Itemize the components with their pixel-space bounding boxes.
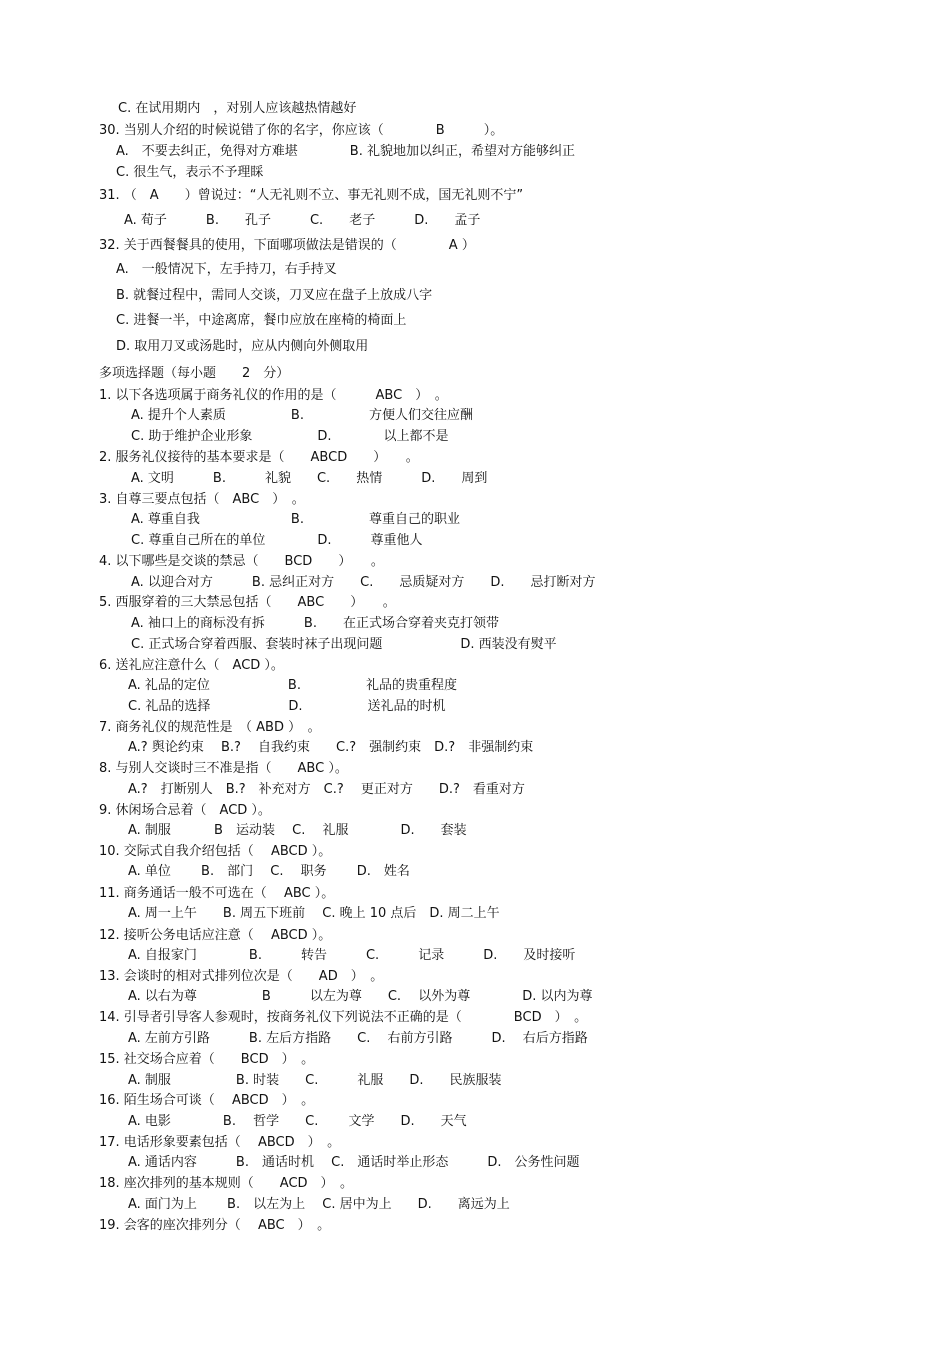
option-line: A. 制服 B 运动装 C. 礼服 D. 套装 bbox=[128, 823, 467, 838]
question-line: 7. 商务礼仪的规范性是 （ ABD ） 。 bbox=[99, 720, 321, 735]
option-line: A. 礼品的定位 B. 礼品的贵重程度 bbox=[128, 678, 457, 693]
option-line: A. 文明 B. 礼貌 C. 热情 D. 周到 bbox=[131, 471, 488, 486]
question-line: 31. （ A ）曾说过：“人无礼则不立、事无礼则不成，国无礼则不宁” bbox=[99, 188, 524, 203]
option-line: A. 一般情况下，左手持刀，右手持叉 bbox=[116, 262, 337, 277]
text-line: C. 在试用期内 ，对别人应该越热情越好 bbox=[118, 101, 357, 116]
option-line: A. 周一上午 B. 周五下班前 C. 晚上 10 点后 D. 周二上午 bbox=[128, 906, 500, 921]
option-line: C. 礼品的选择 D. 送礼品的时机 bbox=[128, 699, 446, 714]
option-line: A. 单位 B. 部门 C. 职务 D. 姓名 bbox=[128, 864, 410, 879]
option-line: A. 通话内容 B. 通话时机 C. 通话时举止形态 D. 公务性问题 bbox=[128, 1155, 580, 1170]
question-line: 3. 自尊三要点包括（ ABC ） 。 bbox=[99, 492, 305, 507]
question-line: 14. 引导者引导客人参观时，按商务礼仪下列说法不正确的是（ BCD ） 。 bbox=[99, 1010, 588, 1025]
question-line: 6. 送礼应注意什么（ ACD ）。 bbox=[99, 658, 284, 673]
option-line: A. 以右为尊 B 以左为尊 C. 以外为尊 D. 以内为尊 bbox=[128, 989, 593, 1004]
question-line: 1. 以下各选项属于商务礼仪的作用的是（ ABC ） 。 bbox=[99, 388, 448, 403]
question-line: 18. 座次排列的基本规则（ ACD ） 。 bbox=[99, 1176, 354, 1191]
question-line: 19. 会客的座次排列分（ ABC ） 。 bbox=[99, 1218, 331, 1233]
option-line: C. 正式场合穿着西服、套装时袜子出现问题 D. 西装没有熨平 bbox=[131, 637, 557, 652]
option-line: A.? 舆论约束 B.? 自我约束 C.? 强制约束 D.? 非强制约束 bbox=[128, 740, 534, 755]
option-line: A. 提升个人素质 B. 方便人们交往应酬 bbox=[131, 408, 473, 423]
question-line: 17. 电话形象要素包括（ ABCD ） 。 bbox=[99, 1135, 341, 1150]
question-line: 11. 商务通话一般不可选在（ ABC ）。 bbox=[99, 886, 335, 901]
option-line: A. 尊重自我 B. 尊重自己的职业 bbox=[131, 512, 460, 527]
question-line: 9. 休闲场合忌着（ ACD ）。 bbox=[99, 803, 271, 818]
option-line: D. 取用刀叉或汤匙时，应从内侧向外侧取用 bbox=[116, 339, 369, 354]
option-line: A. 袖口上的商标没有拆 B. 在正式场合穿着夹克打领带 bbox=[131, 616, 499, 631]
option-line: A. 荀子 B. 孔子 C. 老子 D. 孟子 bbox=[124, 213, 481, 228]
option-line: C. 尊重自己所在的单位 D. 尊重他人 bbox=[131, 533, 423, 548]
option-line: B. 就餐过程中，需同人交谈，刀叉应在盘子上放成八字 bbox=[116, 288, 433, 303]
option-line: C. 助于维护企业形象 D. 以上都不是 bbox=[131, 429, 449, 444]
section-heading: 多项选择题（每小题 2 分） bbox=[99, 366, 290, 381]
option-line: A.? 打断别人 B.? 补充对方 C.? 更正对方 D.? 看重对方 bbox=[128, 782, 525, 797]
option-line: A. 不要去纠正，免得对方难堪 B. 礼貌地加以纠正，希望对方能够纠正 bbox=[116, 144, 575, 159]
question-line: 5. 西服穿着的三大禁忌包括（ ABC ） 。 bbox=[99, 595, 396, 610]
question-line: 2. 服务礼仪接待的基本要求是（ ABCD ） 。 bbox=[99, 450, 419, 465]
question-line: 8. 与别人交谈时三不准是指（ ABC ）。 bbox=[99, 761, 348, 776]
option-line: C. 很生气，表示不予理睬 bbox=[116, 165, 264, 180]
option-line: A. 制服 B. 时装 C. 礼服 D. 民族服装 bbox=[128, 1073, 502, 1088]
question-line: 10. 交际式自我介绍包括（ ABCD ）。 bbox=[99, 844, 332, 859]
question-line: 13. 会谈时的相对式排列位次是（ AD ） 。 bbox=[99, 969, 384, 984]
question-line: 30. 当别人介绍的时候说错了你的名字，你应该（ B ）。 bbox=[99, 123, 504, 138]
option-line: A. 左前方引路 B. 左后方指路 C. 右前方引路 D. 右后方指路 bbox=[128, 1031, 588, 1046]
option-line: A. 面门为上 B. 以左为上 C. 居中为上 D. 离远为上 bbox=[128, 1197, 510, 1212]
question-line: 12. 接听公务电话应注意（ ABCD ）。 bbox=[99, 928, 332, 943]
question-line: 15. 社交场合应着（ BCD ） 。 bbox=[99, 1052, 315, 1067]
question-line: 16. 陌生场合可谈（ ABCD ） 。 bbox=[99, 1093, 315, 1108]
question-line: 4. 以下哪些是交谈的禁忌（ BCD ） 。 bbox=[99, 554, 384, 569]
option-line: A. 电影 B. 哲学 C. 文学 D. 天气 bbox=[128, 1114, 467, 1129]
option-line: C. 进餐一半，中途离席，餐巾应放在座椅的椅面上 bbox=[116, 313, 407, 328]
option-line: A. 以迎合对方 B. 忌纠正对方 C. 忌质疑对方 D. 忌打断对方 bbox=[131, 575, 596, 590]
question-line: 32. 关于西餐餐具的使用，下面哪项做法是错误的（ A ） bbox=[99, 238, 475, 253]
option-line: A. 自报家门 B. 转告 C. 记录 D. 及时接听 bbox=[128, 948, 576, 963]
